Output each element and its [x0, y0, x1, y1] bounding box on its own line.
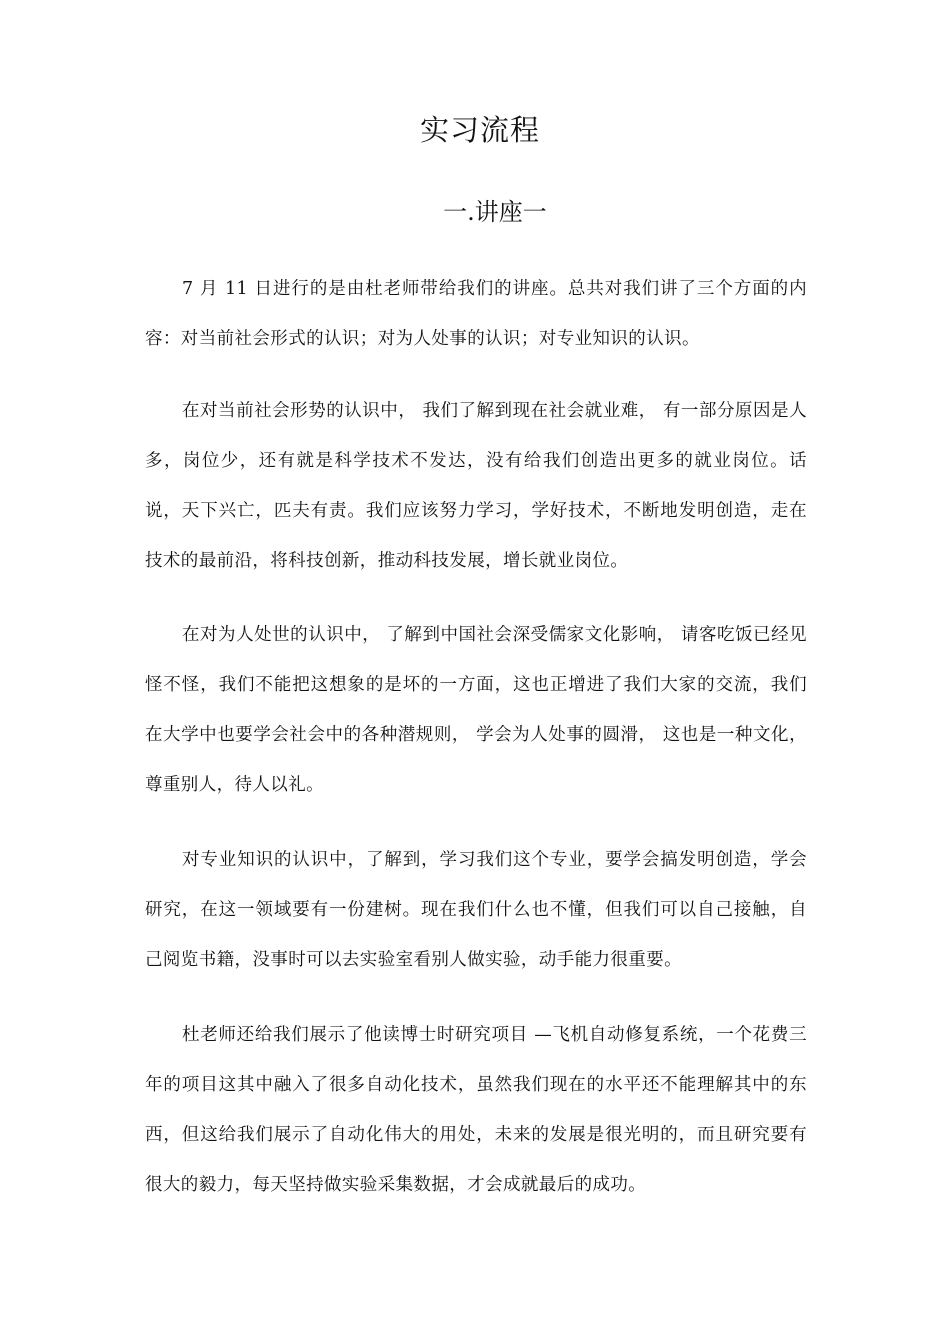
page-title: 实习流程 [419, 113, 540, 147]
paragraph-professional: 对专业知识的认识中，了解到，学习我们这个专业，要学会搞发明创造，学会研究，在这一领域要有一份建树。现在我们什么也不懂，但我们可以自己接触，自己阅览书籍，没事时可以去实验室看别人做实验，动手能力很重要。 [145, 850, 807, 970]
paragraph-intro: 7 月 11 日进行的是由杜老师带给我们的讲座。总共对我们讲了三个方面的内容：对当前社会形式的认识；对为人处事的认识；对专业知识的认识。 [145, 279, 807, 349]
section-heading: 一.讲座一 [443, 198, 547, 226]
paragraph-society: 在对当前社会形势的认识中， 我们了解到现在社会就业难， 有一部分原因是人多，岗位少，还有就是科学技术不发达，没有给我们创造出更多的就业岗位。话说，天下兴亡，匹夫有责。我们应该努力学习，学好技术，不断地发明创造，走在技术的最前沿，将科技创新，推动科技发展，增长就业岗位。 [145, 401, 807, 571]
paragraph-project: 杜老师还给我们展示了他读博士时研究项目 —飞机自动修复系统，一个花费三年的项目这其中融入了很多自动化技术，虽然我们现在的水平还不能理解其中的东西，但这给我们展示了自动化伟大的用处，未来的发展是很光明的，而且研究要有很大的毅力，每天坚持做实验采集数据，才会成就最后的成功。 [145, 1025, 807, 1195]
paragraph-conduct: 在对为人处世的认识中， 了解到中国社会深受儒家文化影响， 请客吃饭已经见怪不怪，我们不能把这想象的是坏的一方面，这也正增进了我们大家的交流，我们在大学中也要学会社会中的各种潜规则， 学会为人处事的圆滑， 这也是一种文化，尊重别人，待人以礼。 [145, 625, 807, 795]
